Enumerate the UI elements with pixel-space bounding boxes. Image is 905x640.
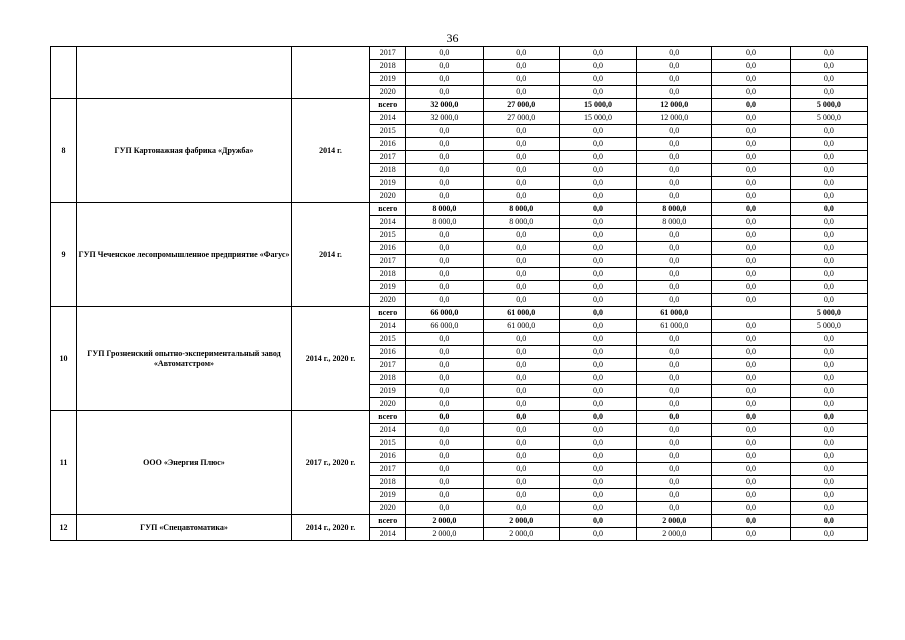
period-cell: 2017 bbox=[370, 151, 406, 164]
value-cell-4: 0,0 bbox=[637, 294, 712, 307]
value-cell-4: 0,0 bbox=[637, 268, 712, 281]
value-cell-1: 0,0 bbox=[406, 489, 483, 502]
value-cell-4: 0,0 bbox=[637, 138, 712, 151]
value-cell-1: 0,0 bbox=[406, 463, 483, 476]
value-cell-3: 0,0 bbox=[559, 307, 636, 320]
value-cell-1: 0,0 bbox=[406, 476, 483, 489]
value-cell-5: 0,0 bbox=[712, 177, 790, 190]
value-cell-2: 0,0 bbox=[483, 476, 559, 489]
value-cell-4: 0,0 bbox=[637, 86, 712, 99]
value-cell-3: 0,0 bbox=[559, 164, 636, 177]
period-cell: всего bbox=[370, 411, 406, 424]
value-cell-1: 0,0 bbox=[406, 60, 483, 73]
table-row bbox=[51, 99, 868, 112]
period-cell: 2015 bbox=[370, 437, 406, 450]
value-cell-6: 0,0 bbox=[790, 463, 867, 476]
value-cell-4: 8 000,0 bbox=[637, 203, 712, 216]
period-cell: всего bbox=[370, 307, 406, 320]
value-cell-4: 12 000,0 bbox=[637, 99, 712, 112]
value-cell-5: 0,0 bbox=[712, 424, 790, 437]
value-cell-3: 0,0 bbox=[559, 424, 636, 437]
value-cell-6: 0,0 bbox=[790, 60, 867, 73]
value-cell-6: 5 000,0 bbox=[790, 320, 867, 333]
value-cell-5: 0,0 bbox=[712, 502, 790, 515]
period-cell: 2016 bbox=[370, 450, 406, 463]
entry-number: 10 bbox=[51, 307, 77, 411]
value-cell-4: 0,0 bbox=[637, 242, 712, 255]
value-cell-3: 0,0 bbox=[559, 450, 636, 463]
value-cell-6: 0,0 bbox=[790, 190, 867, 203]
value-cell-1: 0,0 bbox=[406, 255, 483, 268]
table-row bbox=[51, 47, 868, 60]
value-cell-4: 0,0 bbox=[637, 476, 712, 489]
value-cell-5: 0,0 bbox=[712, 320, 790, 333]
value-cell-2: 0,0 bbox=[483, 229, 559, 242]
value-cell-1: 0,0 bbox=[406, 177, 483, 190]
implementation-years: 2014 г. bbox=[291, 99, 369, 203]
value-cell-5: 0,0 bbox=[712, 255, 790, 268]
value-cell-2: 61 000,0 bbox=[483, 320, 559, 333]
value-cell-4: 0,0 bbox=[637, 151, 712, 164]
value-cell-3: 0,0 bbox=[559, 385, 636, 398]
value-cell-6: 0,0 bbox=[790, 164, 867, 177]
value-cell-5: 0,0 bbox=[712, 515, 790, 528]
value-cell-3: 0,0 bbox=[559, 515, 636, 528]
value-cell-4: 61 000,0 bbox=[637, 307, 712, 320]
value-cell-5: 0,0 bbox=[712, 372, 790, 385]
period-cell: 2015 bbox=[370, 333, 406, 346]
value-cell-2: 0,0 bbox=[483, 359, 559, 372]
value-cell-1: 0,0 bbox=[406, 502, 483, 515]
value-cell-1: 0,0 bbox=[406, 125, 483, 138]
period-cell: 2019 bbox=[370, 281, 406, 294]
value-cell-3: 15 000,0 bbox=[559, 112, 636, 125]
value-cell-5: 0,0 bbox=[712, 294, 790, 307]
period-cell: 2015 bbox=[370, 125, 406, 138]
value-cell-5: 0,0 bbox=[712, 476, 790, 489]
value-cell-5: 0,0 bbox=[712, 86, 790, 99]
value-cell-6: 0,0 bbox=[790, 125, 867, 138]
organization-name: ГУП Чеченское лесопромышленное предприятие «Фагус» bbox=[77, 203, 292, 307]
value-cell-5: 0,0 bbox=[712, 268, 790, 281]
value-cell-1: 0,0 bbox=[406, 359, 483, 372]
value-cell-5: 0,0 bbox=[712, 216, 790, 229]
value-cell-4: 2 000,0 bbox=[637, 528, 712, 541]
value-cell-3: 0,0 bbox=[559, 372, 636, 385]
value-cell-4: 0,0 bbox=[637, 346, 712, 359]
value-cell-6: 0,0 bbox=[790, 437, 867, 450]
period-cell: 2016 bbox=[370, 138, 406, 151]
entry-number: 12 bbox=[51, 515, 77, 541]
value-cell-6: 0,0 bbox=[790, 203, 867, 216]
value-cell-2: 0,0 bbox=[483, 60, 559, 73]
value-cell-2: 0,0 bbox=[483, 86, 559, 99]
period-cell: всего bbox=[370, 515, 406, 528]
period-cell: 2014 bbox=[370, 112, 406, 125]
value-cell-3: 0,0 bbox=[559, 528, 636, 541]
value-cell-1: 0,0 bbox=[406, 190, 483, 203]
value-cell-2: 0,0 bbox=[483, 294, 559, 307]
value-cell-5: 0,0 bbox=[712, 138, 790, 151]
value-cell-6: 0,0 bbox=[790, 502, 867, 515]
value-cell-2: 0,0 bbox=[483, 450, 559, 463]
value-cell-4: 0,0 bbox=[637, 190, 712, 203]
period-cell: 2014 bbox=[370, 424, 406, 437]
value-cell-3: 0,0 bbox=[559, 151, 636, 164]
value-cell-4: 0,0 bbox=[637, 463, 712, 476]
value-cell-1: 0,0 bbox=[406, 398, 483, 411]
value-cell-3: 0,0 bbox=[559, 216, 636, 229]
value-cell-4: 0,0 bbox=[637, 502, 712, 515]
value-cell-3: 0,0 bbox=[559, 255, 636, 268]
value-cell-6: 0,0 bbox=[790, 151, 867, 164]
value-cell-1: 8 000,0 bbox=[406, 216, 483, 229]
value-cell-6: 0,0 bbox=[790, 294, 867, 307]
value-cell-6: 0,0 bbox=[790, 359, 867, 372]
value-cell-3: 0,0 bbox=[559, 86, 636, 99]
value-cell-1: 8 000,0 bbox=[406, 203, 483, 216]
value-cell-5: 0,0 bbox=[712, 112, 790, 125]
value-cell-5: 0,0 bbox=[712, 60, 790, 73]
value-cell-6: 5 000,0 bbox=[790, 99, 867, 112]
value-cell-2: 0,0 bbox=[483, 489, 559, 502]
value-cell-5: 0,0 bbox=[712, 190, 790, 203]
entry-number: 9 bbox=[51, 203, 77, 307]
period-cell: 2020 bbox=[370, 190, 406, 203]
period-cell: 2019 bbox=[370, 385, 406, 398]
period-cell: 2018 bbox=[370, 164, 406, 177]
value-cell-4: 0,0 bbox=[637, 164, 712, 177]
value-cell-5: 0,0 bbox=[712, 463, 790, 476]
value-cell-1: 0,0 bbox=[406, 138, 483, 151]
value-cell-5: 0,0 bbox=[712, 229, 790, 242]
table-row bbox=[51, 515, 868, 528]
value-cell-4: 0,0 bbox=[637, 177, 712, 190]
value-cell-3: 0,0 bbox=[559, 398, 636, 411]
value-cell-2: 0,0 bbox=[483, 177, 559, 190]
value-cell-3: 0,0 bbox=[559, 177, 636, 190]
period-cell: 2020 bbox=[370, 502, 406, 515]
value-cell-3: 0,0 bbox=[559, 138, 636, 151]
implementation-years: 2014 г., 2020 г. bbox=[291, 307, 369, 411]
value-cell-6: 0,0 bbox=[790, 138, 867, 151]
value-cell-1: 32 000,0 bbox=[406, 112, 483, 125]
value-cell-3: 0,0 bbox=[559, 294, 636, 307]
period-cell: 2017 bbox=[370, 47, 406, 60]
value-cell-4: 0,0 bbox=[637, 359, 712, 372]
value-cell-5: 0,0 bbox=[712, 151, 790, 164]
value-cell-5: 0,0 bbox=[712, 528, 790, 541]
value-cell-1: 0,0 bbox=[406, 411, 483, 424]
page-number: 36 bbox=[446, 31, 459, 45]
value-cell-4: 0,0 bbox=[637, 47, 712, 60]
value-cell-6: 0,0 bbox=[790, 216, 867, 229]
value-cell-6: 0,0 bbox=[790, 450, 867, 463]
period-cell: всего bbox=[370, 99, 406, 112]
value-cell-2: 0,0 bbox=[483, 268, 559, 281]
value-cell-2: 0,0 bbox=[483, 138, 559, 151]
value-cell-4: 0,0 bbox=[637, 125, 712, 138]
period-cell: 2017 bbox=[370, 359, 406, 372]
value-cell-4: 0,0 bbox=[637, 333, 712, 346]
value-cell-5: 0,0 bbox=[712, 489, 790, 502]
value-cell-5: 0,0 bbox=[712, 346, 790, 359]
value-cell-4: 0,0 bbox=[637, 281, 712, 294]
period-cell: 2020 bbox=[370, 294, 406, 307]
value-cell-6: 0,0 bbox=[790, 255, 867, 268]
value-cell-5: 0,0 bbox=[712, 411, 790, 424]
value-cell-3: 0,0 bbox=[559, 463, 636, 476]
value-cell-6: 0,0 bbox=[790, 281, 867, 294]
value-cell-1: 0,0 bbox=[406, 47, 483, 60]
value-cell-2: 0,0 bbox=[483, 164, 559, 177]
value-cell-4: 0,0 bbox=[637, 372, 712, 385]
funding-table bbox=[50, 46, 868, 541]
value-cell-5: 0,0 bbox=[712, 242, 790, 255]
value-cell-3: 0,0 bbox=[559, 268, 636, 281]
value-cell-4: 0,0 bbox=[637, 60, 712, 73]
value-cell-4: 61 000,0 bbox=[637, 320, 712, 333]
value-cell-6: 0,0 bbox=[790, 47, 867, 60]
period-cell: 2018 bbox=[370, 268, 406, 281]
organization-name: ООО «Энергия Плюс» bbox=[77, 411, 292, 515]
value-cell-3: 0,0 bbox=[559, 73, 636, 86]
value-cell-2: 27 000,0 bbox=[483, 112, 559, 125]
value-cell-5: 0,0 bbox=[712, 385, 790, 398]
period-cell: 2015 bbox=[370, 229, 406, 242]
value-cell-3: 0,0 bbox=[559, 489, 636, 502]
value-cell-3: 0,0 bbox=[559, 502, 636, 515]
value-cell-6: 0,0 bbox=[790, 372, 867, 385]
value-cell-4: 2 000,0 bbox=[637, 515, 712, 528]
value-cell-3: 0,0 bbox=[559, 359, 636, 372]
value-cell-1: 0,0 bbox=[406, 437, 483, 450]
value-cell-3: 15 000,0 bbox=[559, 99, 636, 112]
period-cell: 2019 bbox=[370, 489, 406, 502]
value-cell-3: 0,0 bbox=[559, 190, 636, 203]
value-cell-2: 0,0 bbox=[483, 372, 559, 385]
value-cell-2: 0,0 bbox=[483, 281, 559, 294]
value-cell-2: 2 000,0 bbox=[483, 528, 559, 541]
value-cell-1: 0,0 bbox=[406, 268, 483, 281]
value-cell-6: 5 000,0 bbox=[790, 307, 867, 320]
value-cell-5: 0,0 bbox=[712, 99, 790, 112]
value-cell-3: 0,0 bbox=[559, 125, 636, 138]
value-cell-1: 2 000,0 bbox=[406, 528, 483, 541]
period-cell: 2017 bbox=[370, 463, 406, 476]
table-row bbox=[51, 203, 868, 216]
value-cell-1: 0,0 bbox=[406, 151, 483, 164]
value-cell-4: 8 000,0 bbox=[637, 216, 712, 229]
value-cell-1: 0,0 bbox=[406, 294, 483, 307]
value-cell-2: 0,0 bbox=[483, 346, 559, 359]
value-cell-4: 0,0 bbox=[637, 385, 712, 398]
value-cell-4: 0,0 bbox=[637, 437, 712, 450]
value-cell-2: 0,0 bbox=[483, 255, 559, 268]
value-cell-5: 0,0 bbox=[712, 398, 790, 411]
organization-name: ГУП «Спецавтоматика» bbox=[77, 515, 292, 541]
value-cell-3: 0,0 bbox=[559, 346, 636, 359]
value-cell-1: 66 000,0 bbox=[406, 307, 483, 320]
value-cell-3: 0,0 bbox=[559, 242, 636, 255]
value-cell-5: 0,0 bbox=[712, 125, 790, 138]
value-cell-1: 32 000,0 bbox=[406, 99, 483, 112]
period-cell: 2017 bbox=[370, 255, 406, 268]
value-cell-1: 0,0 bbox=[406, 346, 483, 359]
period-cell: 2016 bbox=[370, 346, 406, 359]
organization-name bbox=[77, 47, 292, 99]
implementation-years: 2017 г., 2020 г. bbox=[291, 411, 369, 515]
value-cell-3: 0,0 bbox=[559, 281, 636, 294]
value-cell-6: 0,0 bbox=[790, 528, 867, 541]
implementation-years: 2014 г., 2020 г. bbox=[291, 515, 369, 541]
value-cell-3: 0,0 bbox=[559, 47, 636, 60]
value-cell-2: 0,0 bbox=[483, 125, 559, 138]
period-cell: 2018 bbox=[370, 476, 406, 489]
value-cell-6: 0,0 bbox=[790, 411, 867, 424]
period-cell: 2014 bbox=[370, 528, 406, 541]
value-cell-2: 0,0 bbox=[483, 47, 559, 60]
period-cell: 2018 bbox=[370, 372, 406, 385]
value-cell-3: 0,0 bbox=[559, 60, 636, 73]
value-cell-4: 0,0 bbox=[637, 489, 712, 502]
period-cell: 2019 bbox=[370, 177, 406, 190]
value-cell-6: 5 000,0 bbox=[790, 112, 867, 125]
value-cell-1: 0,0 bbox=[406, 242, 483, 255]
value-cell-5: 0,0 bbox=[712, 47, 790, 60]
value-cell-6: 0,0 bbox=[790, 73, 867, 86]
value-cell-3: 0,0 bbox=[559, 333, 636, 346]
period-cell: 2020 bbox=[370, 398, 406, 411]
value-cell-4: 0,0 bbox=[637, 73, 712, 86]
value-cell-3: 0,0 bbox=[559, 203, 636, 216]
value-cell-1: 66 000,0 bbox=[406, 320, 483, 333]
value-cell-2: 2 000,0 bbox=[483, 515, 559, 528]
value-cell-5 bbox=[712, 307, 790, 320]
period-cell: 2018 bbox=[370, 60, 406, 73]
table-row bbox=[51, 411, 868, 424]
value-cell-2: 0,0 bbox=[483, 463, 559, 476]
value-cell-2: 0,0 bbox=[483, 385, 559, 398]
value-cell-3: 0,0 bbox=[559, 229, 636, 242]
period-cell: 2019 bbox=[370, 73, 406, 86]
value-cell-4: 0,0 bbox=[637, 229, 712, 242]
entry-number: 8 bbox=[51, 99, 77, 203]
value-cell-3: 0,0 bbox=[559, 437, 636, 450]
value-cell-1: 0,0 bbox=[406, 385, 483, 398]
value-cell-4: 0,0 bbox=[637, 450, 712, 463]
organization-name: ГУП Грозненский опытно-экспериментальный завод «Автоматстром» bbox=[77, 307, 292, 411]
value-cell-1: 0,0 bbox=[406, 424, 483, 437]
value-cell-1: 2 000,0 bbox=[406, 515, 483, 528]
value-cell-6: 0,0 bbox=[790, 489, 867, 502]
value-cell-2: 8 000,0 bbox=[483, 216, 559, 229]
value-cell-5: 0,0 bbox=[712, 73, 790, 86]
value-cell-6: 0,0 bbox=[790, 398, 867, 411]
value-cell-2: 27 000,0 bbox=[483, 99, 559, 112]
value-cell-3: 0,0 bbox=[559, 320, 636, 333]
value-cell-2: 0,0 bbox=[483, 411, 559, 424]
value-cell-4: 0,0 bbox=[637, 411, 712, 424]
value-cell-6: 0,0 bbox=[790, 229, 867, 242]
value-cell-1: 0,0 bbox=[406, 372, 483, 385]
value-cell-6: 0,0 bbox=[790, 385, 867, 398]
value-cell-2: 0,0 bbox=[483, 73, 559, 86]
value-cell-4: 12 000,0 bbox=[637, 112, 712, 125]
value-cell-2: 0,0 bbox=[483, 190, 559, 203]
value-cell-5: 0,0 bbox=[712, 281, 790, 294]
value-cell-1: 0,0 bbox=[406, 229, 483, 242]
value-cell-3: 0,0 bbox=[559, 476, 636, 489]
period-cell: 2020 bbox=[370, 86, 406, 99]
value-cell-1: 0,0 bbox=[406, 450, 483, 463]
value-cell-6: 0,0 bbox=[790, 177, 867, 190]
value-cell-5: 0,0 bbox=[712, 450, 790, 463]
value-cell-6: 0,0 bbox=[790, 515, 867, 528]
period-cell: 2016 bbox=[370, 242, 406, 255]
value-cell-6: 0,0 bbox=[790, 346, 867, 359]
value-cell-2: 0,0 bbox=[483, 398, 559, 411]
value-cell-1: 0,0 bbox=[406, 281, 483, 294]
value-cell-4: 0,0 bbox=[637, 424, 712, 437]
value-cell-6: 0,0 bbox=[790, 242, 867, 255]
value-cell-2: 0,0 bbox=[483, 437, 559, 450]
value-cell-2: 0,0 bbox=[483, 151, 559, 164]
value-cell-1: 0,0 bbox=[406, 164, 483, 177]
value-cell-2: 0,0 bbox=[483, 502, 559, 515]
period-cell: всего bbox=[370, 203, 406, 216]
value-cell-5: 0,0 bbox=[712, 203, 790, 216]
value-cell-2: 61 000,0 bbox=[483, 307, 559, 320]
value-cell-6: 0,0 bbox=[790, 86, 867, 99]
table-row bbox=[51, 307, 868, 320]
value-cell-2: 0,0 bbox=[483, 424, 559, 437]
implementation-years: 2014 г. bbox=[291, 203, 369, 307]
value-cell-5: 0,0 bbox=[712, 359, 790, 372]
value-cell-6: 0,0 bbox=[790, 333, 867, 346]
value-cell-2: 8 000,0 bbox=[483, 203, 559, 216]
value-cell-2: 0,0 bbox=[483, 333, 559, 346]
value-cell-6: 0,0 bbox=[790, 424, 867, 437]
value-cell-5: 0,0 bbox=[712, 333, 790, 346]
value-cell-1: 0,0 bbox=[406, 73, 483, 86]
organization-name: ГУП Картонажная фабрика «Дружба» bbox=[77, 99, 292, 203]
value-cell-1: 0,0 bbox=[406, 333, 483, 346]
value-cell-1: 0,0 bbox=[406, 86, 483, 99]
value-cell-4: 0,0 bbox=[637, 255, 712, 268]
value-cell-2: 0,0 bbox=[483, 242, 559, 255]
implementation-years bbox=[291, 47, 369, 99]
value-cell-5: 0,0 bbox=[712, 164, 790, 177]
period-cell: 2014 bbox=[370, 320, 406, 333]
value-cell-6: 0,0 bbox=[790, 476, 867, 489]
period-cell: 2014 bbox=[370, 216, 406, 229]
entry-number bbox=[51, 47, 77, 99]
value-cell-5: 0,0 bbox=[712, 437, 790, 450]
value-cell-4: 0,0 bbox=[637, 398, 712, 411]
value-cell-6: 0,0 bbox=[790, 268, 867, 281]
entry-number: 11 bbox=[51, 411, 77, 515]
value-cell-3: 0,0 bbox=[559, 411, 636, 424]
